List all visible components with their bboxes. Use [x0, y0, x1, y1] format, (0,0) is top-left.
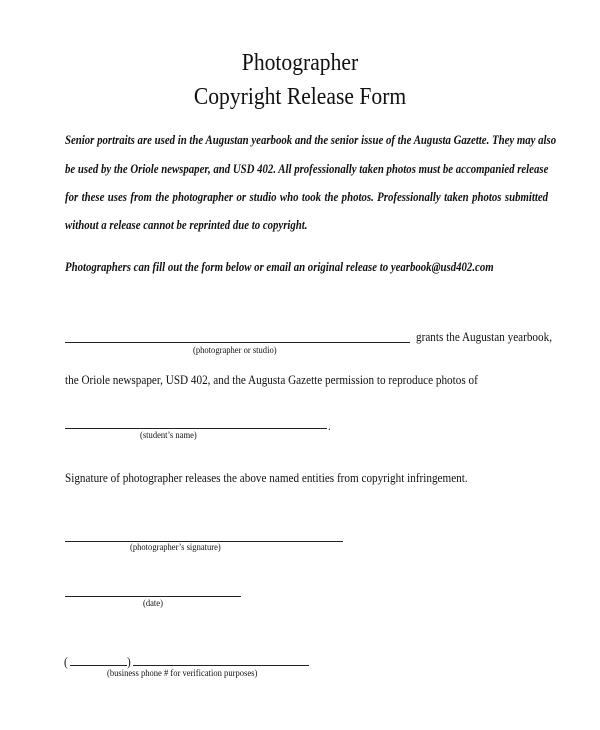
intro-line: be used by the Oriole newspaper, and USD 402. All professionally taken photos must be accompanied release	[65, 161, 549, 176]
phone-number-field[interactable]	[133, 665, 309, 666]
close-paren: )	[127, 654, 131, 669]
open-paren: (	[64, 654, 68, 669]
intro-line: Senior portraits are used in the Augustan yearbook and the senior issue of the Augusta Gazette. They may also	[65, 132, 557, 147]
phone-caption: (business phone # for verification purposes)	[107, 669, 258, 679]
area-code-field[interactable]	[70, 665, 127, 666]
permission-text: the Oriole newspaper, USD 402, and the Augusta Gazette permission to reproduce photos of	[65, 372, 478, 387]
signature-caption: (photographer’s signature)	[130, 543, 221, 553]
signature-statement: Signature of photographer releases the above named entities from copyright infringement.	[65, 470, 468, 485]
grants-text: grants the Augustan yearbook,	[416, 329, 553, 344]
title-line-1: Photographer	[241, 50, 359, 76]
photographer-name-field[interactable]	[65, 342, 410, 343]
signature-field[interactable]	[65, 541, 343, 542]
intro-line: for these uses from the photographer or studio who took the photos. Professionally taken photos submitted	[65, 189, 549, 204]
student-caption: (student’s name)	[140, 431, 197, 441]
intro-line: without a release cannot be reprinted due to copyright.	[65, 217, 308, 232]
photographer-caption: (photographer or studio)	[193, 346, 277, 356]
date-field[interactable]	[65, 596, 241, 597]
student-name-field[interactable]	[65, 428, 327, 429]
date-caption: (date)	[143, 599, 163, 609]
period: .	[328, 418, 331, 433]
title-line-2: Copyright Release Form	[193, 84, 407, 110]
email-note: Photographers can fill out the form below or email an original release to yearbook@usd402.com	[65, 259, 494, 274]
